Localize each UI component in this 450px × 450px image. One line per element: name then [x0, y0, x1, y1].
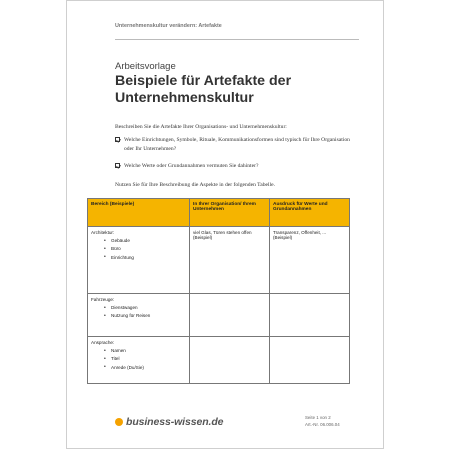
checkbox-checked-icon: [115, 137, 120, 142]
footer-meta: [305, 414, 340, 428]
table-cell-values: [270, 294, 350, 337]
table-row: [88, 337, 350, 384]
checklist-item-text: Welche Werte oder Grundannahmen vermuten Sie dahinter?: [124, 163, 259, 169]
table-header-cell: In Ihrer Organisation/ Ihrem Unternehmen: [190, 199, 270, 227]
category-label: Ansprache:: [91, 340, 115, 345]
logo-text: business-wissen.de: [126, 416, 224, 428]
logo-dot-icon: [115, 418, 123, 426]
article-number: Art.-Nr. 06.006.04: [305, 422, 340, 427]
checkbox-checked-icon: [115, 163, 120, 168]
table-cell-organisation: viel Glas, Türen stehen offen (Beispiel): [190, 227, 270, 294]
document-kicker: Arbeitsvorlage: [115, 61, 176, 72]
document-title: Beispiele für Artefakte der Unternehmenskultur: [115, 73, 292, 106]
list-item: • Anrede (Du/Sie): [111, 365, 186, 370]
list-item: • Büro: [111, 246, 186, 251]
category-label: Architektur:: [91, 230, 115, 235]
list-item: • Dienstwagen: [111, 305, 186, 310]
table-cell-values: [270, 337, 350, 384]
checklist-item: [115, 136, 355, 153]
header-divider: [115, 39, 359, 40]
table-cell-organisation: [190, 294, 270, 337]
table-cell-category: [88, 337, 190, 384]
running-header: Unternehmenskultur verändern: Artefakte: [115, 23, 222, 29]
page-number: Seite 1 von 2: [305, 415, 331, 420]
list-item: • Einrichtung: [111, 255, 186, 260]
category-items: [91, 238, 186, 260]
category-items: [91, 305, 186, 318]
table-row: [88, 294, 350, 337]
table-cell-values: Transparenz, Offenheit, ... (Beispiel): [270, 227, 350, 294]
instruction-text: Nutzen Sie für Ihre Beschreibung die Aspekte in der folgenden Tabelle.: [115, 182, 275, 188]
document-page: [66, 0, 384, 449]
list-item: • Nutzung für Reisen: [111, 313, 186, 318]
artefacts-table: [87, 198, 350, 384]
table-row: [88, 227, 350, 294]
table-cell-category: [88, 294, 190, 337]
footer-logo: [115, 415, 223, 429]
intro-text: Beschreiben Sie die Artefakte Ihrer Organisations- und Unternehmenskultur:: [115, 124, 287, 130]
checklist-item-text: Welche Einrichtungen, Symbole, Rituale, Kommunikationsformen sind typisch für Ihre Organisation oder Ihr Unternehmen?: [124, 137, 350, 152]
list-item: • Namen: [111, 348, 186, 353]
list-item: • Titel: [111, 356, 186, 361]
category-label: Fahrzeuge:: [91, 297, 115, 302]
category-items: [91, 348, 186, 370]
checklist-item: [115, 162, 355, 171]
table-header-row: [88, 199, 350, 227]
list-item: • Gebäude: [111, 238, 186, 243]
table-cell-organisation: [190, 337, 270, 384]
table-cell-category: [88, 227, 190, 294]
table-header-cell: Ausdruck für Werte und Grundannahmen: [270, 199, 350, 227]
table-header-cell: Bereich (Beispiele): [88, 199, 190, 227]
